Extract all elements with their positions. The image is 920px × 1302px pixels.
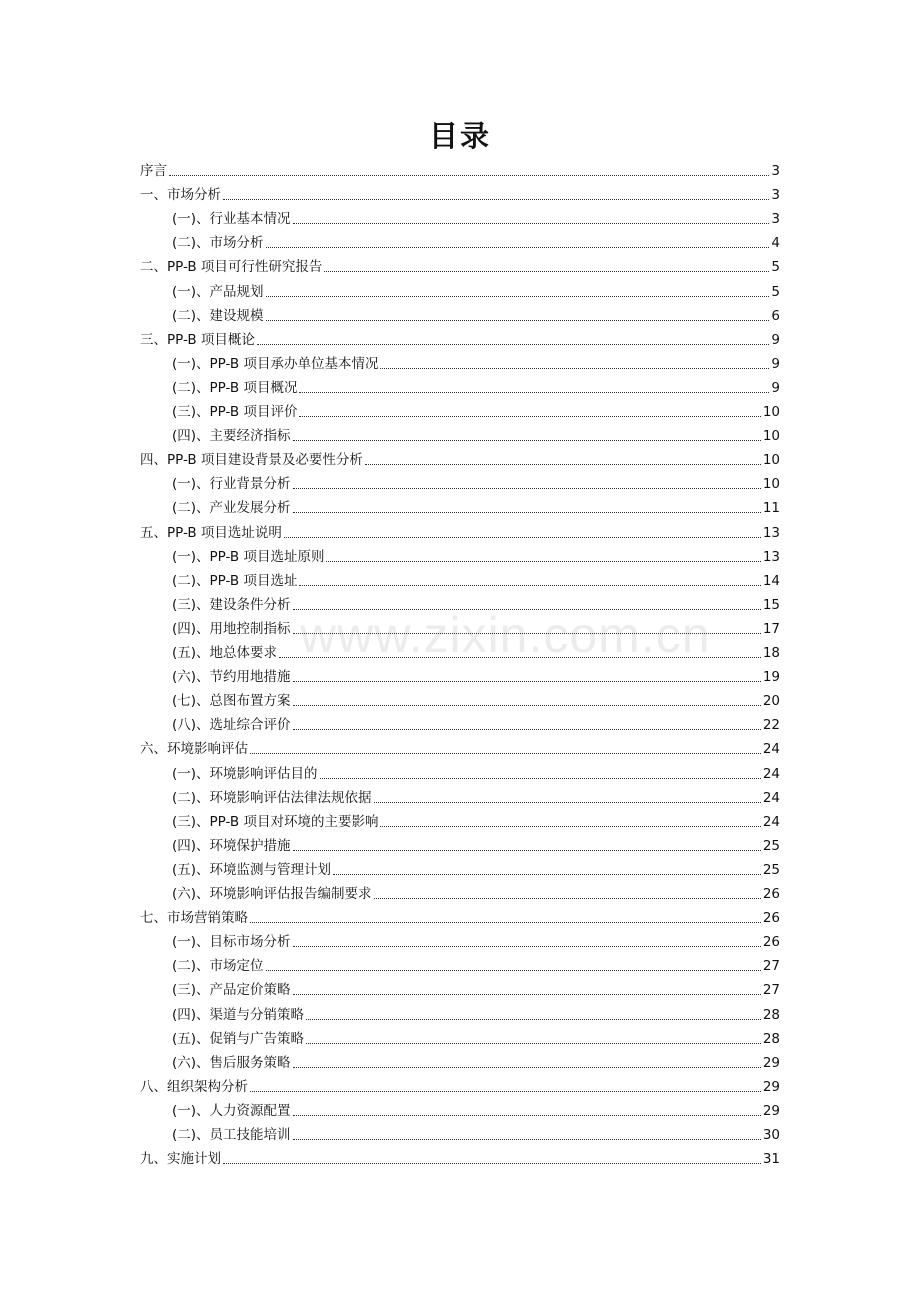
- page-title: 目录: [428, 119, 491, 153]
- toc-entry-section[interactable]: [172, 473, 780, 495]
- toc-entry-title: (四)、渠道与分销策略: [172, 1006, 305, 1023]
- toc-page-number: 25: [762, 861, 780, 878]
- toc-page-number: 5: [771, 259, 780, 276]
- toc-entry-title: (七)、总图布置方案: [172, 693, 291, 710]
- toc-page-number: 11: [762, 500, 780, 517]
- toc-entry-section[interactable]: [172, 594, 780, 616]
- toc-entry-title: (二)、产业发展分析: [172, 500, 291, 517]
- toc-entry-title: (一)、产品规划: [172, 283, 264, 300]
- toc-entry-section[interactable]: [172, 570, 780, 592]
- toc-page-number: 9: [771, 355, 780, 372]
- toc-page-number: 14: [762, 572, 780, 589]
- watermark-text: www.zixin.com.cn: [300, 607, 711, 663]
- toc-page-number: 10: [762, 428, 780, 445]
- toc-entry-section[interactable]: [172, 1052, 780, 1074]
- toc-page-number: 10: [762, 404, 780, 420]
- toc-entry-title: (六)、售后服务策略: [172, 1054, 291, 1071]
- toc-leader-dots: [293, 994, 761, 995]
- toc-entry-section[interactable]: [172, 353, 780, 375]
- toc-entry-title: (四)、主要经济指标: [172, 428, 291, 445]
- toc-entry-title: 七、市场营销策略: [140, 910, 248, 927]
- toc-entry-section[interactable]: [172, 208, 780, 230]
- toc-entry-section[interactable]: [172, 497, 780, 519]
- toc-page-number: 25: [762, 837, 780, 854]
- toc-entry-title: (一)、行业背景分析: [172, 476, 291, 493]
- toc-entry-title: 序言: [140, 163, 167, 179]
- toc-entry-section[interactable]: [172, 979, 780, 1001]
- toc-leader-dots: [223, 1163, 761, 1164]
- toc-leader-dots: [374, 802, 761, 803]
- toc-entry-chapter[interactable]: [140, 1076, 780, 1098]
- toc-entry-title: (二)、PP-B 项目概况: [172, 379, 298, 396]
- toc-entry-title: (二)、PP-B 项目选址: [172, 572, 298, 589]
- toc-entry-title: 九、实施计划: [140, 1151, 221, 1168]
- toc-page-number: 19: [762, 669, 780, 686]
- toc-entry-title: (二)、员工技能培训: [172, 1127, 291, 1143]
- toc-entry-section[interactable]: [172, 811, 780, 833]
- toc-page-number: 13: [762, 524, 780, 541]
- toc-leader-dots: [320, 778, 761, 779]
- toc-entry-chapter[interactable]: [140, 449, 780, 471]
- toc-leader-dots: [293, 633, 761, 634]
- toc-leader-dots: [365, 464, 761, 465]
- toc-page-number: 26: [762, 934, 780, 951]
- toc-leader-dots: [293, 946, 761, 947]
- toc-leader-dots: [299, 585, 760, 586]
- toc-leader-dots: [293, 223, 770, 224]
- toc-entry-title: (三)、PP-B 项目对环境的主要影响: [172, 813, 379, 830]
- toc-page-number: 24: [762, 789, 780, 806]
- toc-leader-dots: [374, 898, 761, 899]
- toc-entry-section[interactable]: [172, 1124, 780, 1146]
- toc-entry-title: (一)、人力资源配置: [172, 1102, 291, 1119]
- toc-page-number: 18: [762, 645, 780, 661]
- toc-leader-dots: [293, 681, 761, 682]
- toc-entry-title: (二)、环境影响评估法律法规依据: [172, 789, 372, 806]
- toc-page-number: 28: [762, 1006, 780, 1023]
- toc-entry-section[interactable]: [172, 1004, 780, 1026]
- toc-entry-section[interactable]: [172, 714, 780, 736]
- toc-entry-title: (三)、产品定价策略: [172, 982, 291, 999]
- toc-page-number: 3: [771, 163, 780, 179]
- toc-entry-section[interactable]: [172, 377, 780, 399]
- toc-leader-dots: [293, 729, 761, 730]
- toc-leader-dots: [284, 537, 761, 538]
- toc-entry-title: (五)、促销与广告策略: [172, 1030, 305, 1047]
- toc-entry-chapter[interactable]: [140, 907, 780, 929]
- toc-entry-section[interactable]: [172, 546, 780, 568]
- toc-entry-section[interactable]: [172, 787, 780, 809]
- toc-leader-dots: [380, 368, 769, 369]
- toc-page-number: 27: [762, 982, 780, 999]
- toc-page-number: 24: [762, 813, 780, 830]
- toc-entry-title: (四)、环境保护措施: [172, 837, 291, 854]
- toc-entry-chapter[interactable]: [140, 184, 780, 206]
- toc-leader-dots: [293, 1139, 761, 1140]
- toc-entry-title: (四)、用地控制指标: [172, 620, 291, 637]
- toc-page-number: 26: [762, 910, 780, 927]
- toc-page-number: 10: [762, 476, 780, 493]
- toc-page-number: 28: [762, 1030, 780, 1047]
- toc-entry-title: (三)、PP-B 项目评价: [172, 404, 298, 420]
- toc-leader-dots: [257, 344, 769, 345]
- toc-entry-chapter[interactable]: [140, 1148, 780, 1170]
- toc-page-number: 24: [762, 765, 780, 782]
- toc-entry-title: 三、PP-B 项目概论: [140, 331, 255, 348]
- toc-leader-dots: [266, 247, 770, 248]
- toc-page-number: 30: [762, 1127, 780, 1143]
- toc-entry-section[interactable]: [172, 763, 780, 785]
- toc-leader-dots: [293, 850, 761, 851]
- toc-entry-section[interactable]: [172, 955, 780, 977]
- toc-entry-section[interactable]: [172, 931, 780, 953]
- toc-page-number: 9: [771, 379, 780, 396]
- toc-entry-section[interactable]: [172, 305, 780, 327]
- toc-leader-dots: [333, 874, 761, 875]
- toc-entry-title: (三)、建设条件分析: [172, 596, 291, 613]
- toc-entry-section[interactable]: [172, 1100, 780, 1122]
- toc-page-number: 4: [771, 235, 780, 252]
- toc-leader-dots: [169, 175, 769, 176]
- toc-leader-dots: [306, 1019, 761, 1020]
- toc-entry-chapter[interactable]: [140, 522, 780, 544]
- toc-page-number: 15: [762, 596, 780, 613]
- toc-entry-section[interactable]: [172, 642, 780, 664]
- toc-leader-dots: [293, 440, 761, 441]
- toc-page-number: 17: [762, 620, 780, 637]
- toc-leader-dots: [250, 922, 761, 923]
- toc-entry-section[interactable]: [172, 618, 780, 640]
- toc-leader-dots: [250, 1091, 761, 1092]
- toc-page-number: 22: [762, 717, 780, 734]
- toc-entry-title: (五)、地总体要求: [172, 645, 278, 661]
- toc-entry-title: (一)、PP-B 项目承办单位基本情况: [172, 355, 379, 372]
- toc-entry-title: 四、PP-B 项目建设背景及必要性分析: [140, 452, 363, 469]
- toc-leader-dots: [299, 416, 760, 417]
- toc-entry-section[interactable]: [172, 425, 780, 447]
- toc-leader-dots: [293, 1115, 761, 1116]
- toc-entry-title: (五)、环境监测与管理计划: [172, 861, 332, 878]
- toc-leader-dots: [293, 705, 761, 706]
- toc-entry-section[interactable]: [172, 835, 780, 857]
- toc-entry-title: (六)、节约用地措施: [172, 669, 291, 686]
- toc-page-number: 6: [771, 307, 780, 324]
- toc-entry-section[interactable]: [172, 232, 780, 254]
- toc-entry-title: 一、市场分析: [140, 187, 221, 204]
- toc-entry-title: (一)、PP-B 项目选址原则: [172, 548, 325, 565]
- toc-entry-title: (一)、目标市场分析: [172, 934, 291, 951]
- toc-entry-section[interactable]: [172, 690, 780, 712]
- toc-entry-section[interactable]: [172, 401, 780, 423]
- toc-leader-dots: [266, 970, 761, 971]
- toc-entry-section[interactable]: [172, 859, 780, 881]
- toc-leader-dots: [293, 512, 761, 513]
- toc-page-number: 3: [771, 211, 780, 228]
- toc-leader-dots: [306, 1043, 761, 1044]
- toc-entry-title: (二)、建设规模: [172, 307, 264, 324]
- toc-leader-dots: [279, 657, 761, 658]
- toc-leader-dots: [293, 1067, 761, 1068]
- toc-entry-section[interactable]: [172, 666, 780, 688]
- toc-page-number: 3: [771, 187, 780, 204]
- toc-entry-title: (二)、市场定位: [172, 958, 264, 975]
- toc-page-number: 20: [762, 693, 780, 710]
- toc-page-number: 10: [762, 452, 780, 469]
- toc-page-number: 31: [762, 1151, 780, 1168]
- toc-leader-dots: [299, 392, 769, 393]
- toc-leader-dots: [293, 609, 761, 610]
- toc-entry-title: (二)、市场分析: [172, 235, 264, 252]
- toc-entry-section[interactable]: [172, 1028, 780, 1050]
- toc-page-number: 5: [771, 283, 780, 300]
- toc-entry-title: 二、PP-B 项目可行性研究报告: [140, 259, 323, 276]
- toc-entry-section[interactable]: [172, 281, 780, 303]
- toc-page-number: 27: [762, 958, 780, 975]
- toc-leader-dots: [223, 199, 769, 200]
- toc-entry-title: 八、组织架构分析: [140, 1078, 248, 1095]
- toc-entry-section[interactable]: [172, 883, 780, 905]
- toc-entry-chapter[interactable]: [140, 738, 780, 760]
- toc-page-number: 24: [762, 741, 780, 758]
- toc-leader-dots: [250, 753, 761, 754]
- toc-page-number: 9: [771, 331, 780, 348]
- toc-page-number: 29: [762, 1078, 780, 1095]
- toc-entry-title: 五、PP-B 项目选址说明: [140, 524, 282, 541]
- toc-entry-chapter[interactable]: [140, 160, 780, 182]
- toc-entry-title: (一)、行业基本情况: [172, 211, 291, 228]
- toc-leader-dots: [326, 561, 760, 562]
- toc-entry-chapter[interactable]: [140, 329, 780, 351]
- toc-leader-dots: [266, 320, 770, 321]
- toc-page-number: 13: [762, 548, 780, 565]
- toc-page-number: 29: [762, 1054, 780, 1071]
- toc-leader-dots: [380, 826, 760, 827]
- toc-page-number: 29: [762, 1102, 780, 1119]
- toc-leader-dots: [266, 296, 770, 297]
- toc-leader-dots: [324, 271, 769, 272]
- toc-entry-chapter[interactable]: [140, 256, 780, 278]
- toc-page-number: 26: [762, 886, 780, 902]
- toc-entry-title: (六)、环境影响评估报告编制要求: [172, 886, 372, 902]
- toc-leader-dots: [293, 488, 761, 489]
- toc-entry-title: (八)、选址综合评价: [172, 717, 291, 734]
- toc-entry-title: 六、环境影响评估: [140, 741, 248, 758]
- toc-entry-title: (一)、环境影响评估目的: [172, 765, 318, 782]
